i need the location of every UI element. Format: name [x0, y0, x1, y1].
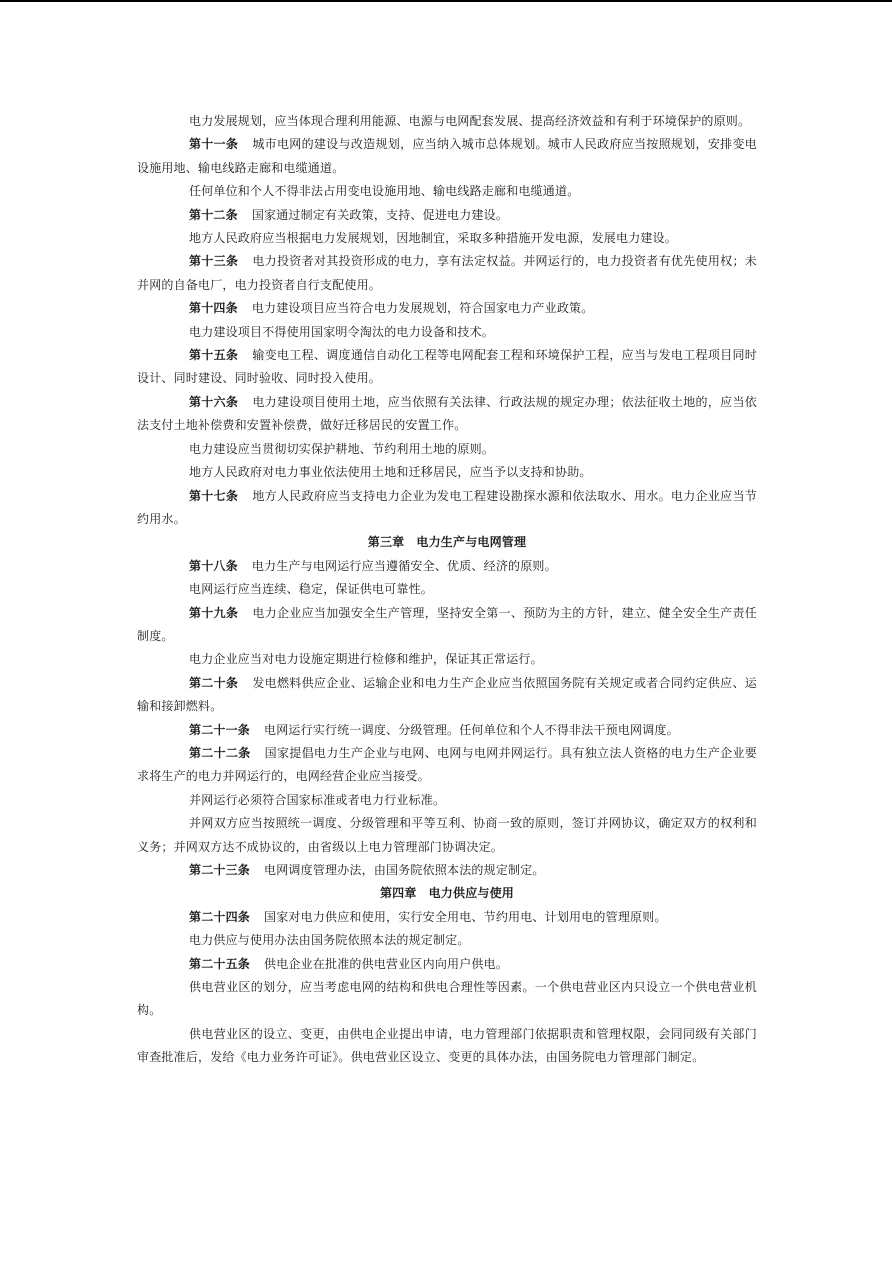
paragraph-text: 电力建设应当贯彻切实保护耕地、节约利用土地的原则。 — [189, 441, 495, 456]
body-paragraph — [137, 812, 757, 859]
article-paragraph — [137, 906, 757, 929]
article-number: 第十一条 — [189, 137, 239, 152]
article-paragraph — [137, 953, 757, 976]
chapter-number: 第三章 — [367, 535, 405, 550]
article-number: 第十二条 — [189, 207, 238, 222]
body-paragraph — [137, 180, 757, 203]
paragraph-text: 电网运行应当连续、稳定，保证供电可靠性。 — [189, 582, 434, 597]
article-number: 第十六条 — [189, 394, 239, 409]
article-number: 第二十五条 — [189, 956, 251, 971]
chapter-title: 电力供应与使用 — [428, 886, 514, 901]
paragraph-text: 电力建设项目不得使用国家明令淘汰的电力设备和技术。 — [189, 324, 495, 339]
body-paragraph — [137, 1023, 757, 1070]
paragraph-text: 输变电工程、调度通信自动化工程等电网配套工程和环境保护工程，应当与发电工程项目同时设计、同时建设、同时验收、同时投入使用。 — [137, 348, 757, 386]
article-number: 第二十二条 — [189, 745, 251, 760]
body-paragraph — [137, 227, 757, 250]
paragraph-text: 电力发展规划，应当体现合理利用能源、电源与电网配套发展、提高经济效益和有利于环境保护的原则。 — [189, 114, 751, 128]
paragraph-text: 电力建设项目应当符合电力发展规划，符合国家电力产业政策。 — [251, 301, 594, 316]
article-paragraph — [137, 133, 757, 180]
paragraph-text: 供电营业区的设立、变更，由供电企业提出申请，电力管理部门依据职责和管理权限，会同同级有关部门审查批准后，发给《电力业务许可证》。供电营业区设立、变更的具体办法，由国务院电力管理部门制定。 — [137, 1026, 757, 1065]
article-paragraph — [137, 344, 757, 391]
paragraph-text: 国家通过制定有关政策，支持、促进电力建设。 — [251, 207, 509, 222]
paragraph-text: 电力生产与电网运行应当遵循安全、优质、经济的原则。 — [251, 558, 557, 573]
paragraph-text: 电网运行实行统一调度、分级管理。任何单位和个人不得非法干预电网调度。 — [264, 722, 679, 737]
body-paragraph — [137, 648, 757, 671]
body-paragraph — [137, 461, 757, 484]
article-number: 第十三条 — [189, 254, 239, 269]
article-number: 第十九条 — [189, 605, 239, 620]
paragraph-text: 电力企业应当对电力设施定期进行检修和维护，保证其正常运行。 — [189, 652, 543, 667]
paragraph-text: 电力投资者对其投资形成的电力，享有法定权益。并网运行的，电力投资者有优先使用权；未并网的自备电厂，电力投资者自行支配使用。 — [137, 254, 757, 292]
chapter-heading — [137, 531, 757, 554]
article-number: 第十四条 — [189, 301, 238, 316]
paragraph-text: 电力建设项目使用土地，应当依照有关法律、行政法规的规定办理；依法征收土地的，应当依法支付土地补偿费和安置补偿费，做好迁移居民的安置工作。 — [137, 394, 757, 433]
paragraph-text: 国家对电力供应和使用，实行安全用电、节约用电、计划用电的管理原则。 — [264, 909, 667, 924]
article-paragraph — [137, 719, 757, 742]
article-paragraph — [137, 485, 757, 532]
paragraph-text: 并网运行必须符合国家标准或者电力行业标准。 — [189, 792, 446, 807]
paragraph-text: 并网双方应当按照统一调度、分级管理和平等互利、协商一致的原则，签订并网协议，确定双方的权利和义务；并网双方达不成协议的，由省级以上电力管理部门协调决定。 — [137, 816, 757, 854]
paragraph-text: 地方人民政府应当支持电力企业为发电工程建设勘探水源和依法取水、用水。电力企业应当节约用水。 — [137, 488, 757, 526]
body-paragraph — [137, 438, 757, 461]
article-paragraph — [137, 672, 757, 719]
article-number: 第二十一条 — [189, 722, 251, 737]
paragraph-text: 国家提倡电力生产企业与电网、电网与电网并网运行。具有独立法人资格的电力生产企业要求将生产的电力并网运行的，电网经营企业应当接受。 — [137, 745, 757, 784]
article-paragraph — [137, 204, 757, 227]
body-paragraph — [137, 321, 757, 344]
article-paragraph — [137, 250, 757, 297]
paragraph-text: 电力供应与使用办法由国务院依照本法的规定制定。 — [189, 933, 470, 948]
paragraph-text: 任何单位和个人不得非法占用变电设施用地、输电线路走廊和电缆通道。 — [189, 184, 580, 199]
paragraph-text: 城市电网的建设与改造规划，应当纳入城市总体规划。城市人民政府应当按照规划，安排变电设施用地、输电线路走廊和电缆通道。 — [137, 137, 757, 175]
paragraph-text: 地方人民政府对电力事业依法使用土地和迁移居民，应当予以支持和协助。 — [189, 465, 592, 480]
article-number: 第十七条 — [189, 488, 239, 503]
article-paragraph — [137, 742, 757, 789]
paragraph-text: 电网调度管理办法，由国务院依照本法的规定制定。 — [264, 863, 545, 877]
body-paragraph — [137, 578, 757, 601]
article-number: 第十五条 — [189, 348, 239, 363]
article-paragraph — [137, 391, 757, 438]
document-page — [137, 110, 757, 1070]
article-number: 第二十三条 — [189, 863, 251, 877]
chapter-title: 电力生产与电网管理 — [416, 535, 527, 550]
article-paragraph — [137, 297, 757, 320]
article-number: 第二十条 — [189, 675, 239, 690]
article-number: 第二十四条 — [189, 909, 251, 924]
article-paragraph — [137, 602, 757, 649]
article-paragraph — [137, 555, 757, 578]
paragraph-text: 供电企业在批准的供电营业区内向用户供电。 — [264, 956, 509, 971]
body-paragraph — [137, 789, 757, 812]
top-border-line — [0, 0, 892, 2]
body-paragraph — [137, 976, 757, 1023]
article-paragraph — [137, 859, 757, 882]
article-number: 第十八条 — [189, 558, 238, 573]
chapter-heading — [137, 882, 757, 905]
paragraph-text: 电力企业应当加强安全生产管理，坚持安全第一、预防为主的方针，建立、健全安全生产责任制度。 — [137, 605, 757, 643]
body-paragraph — [137, 110, 757, 133]
paragraph-text: 地方人民政府应当根据电力发展规划，因地制宜，采取多种措施开发电源，发展电力建设。 — [189, 231, 678, 246]
paragraph-text: 供电营业区的划分，应当考虑电网的结构和供电合理性等因素。一个供电营业区内只设立一个供电营业机构。 — [137, 980, 757, 1018]
body-paragraph — [137, 929, 757, 952]
chapter-number: 第四章 — [379, 886, 417, 901]
paragraph-text: 发电燃料供应企业、运输企业和电力生产企业应当依照国务院有关规定或者合同约定供应、运输和接卸燃料。 — [137, 675, 757, 714]
